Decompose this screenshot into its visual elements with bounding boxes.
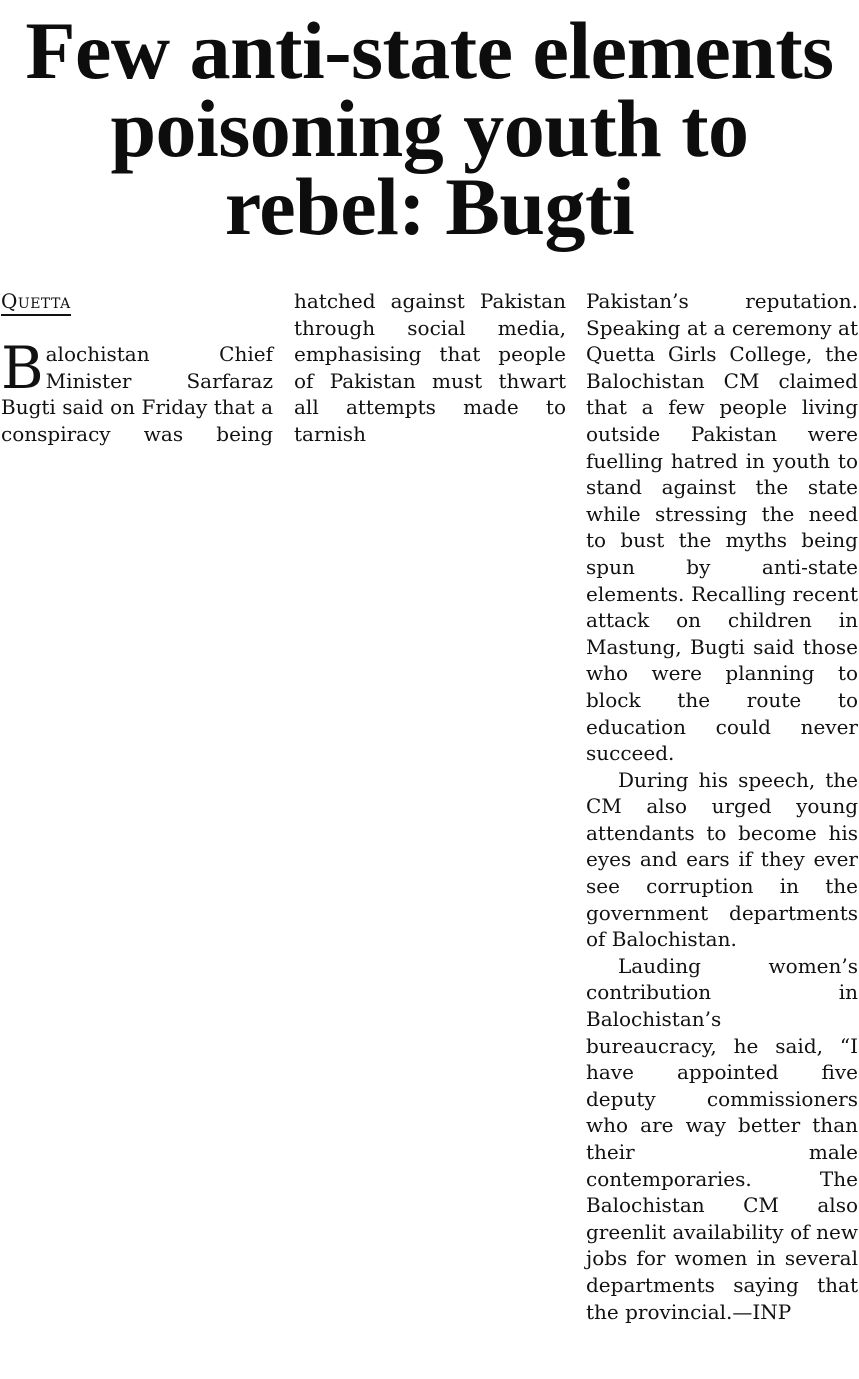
body-paragraph: Lauding women’s contribution in Balochistan’s bureaucracy, he said, “I have appointed five deputy commissioners who are way better than their male contemporaries. The Balochistan CM also greenlit availability of new jobs for women in several departments saying that the provincial.—INP <box>586 953 858 1324</box>
drop-cap: B <box>1 334 44 402</box>
lead-paragraph <box>1 334 273 447</box>
body-paragraph: Pakistan’s reputation. Speaking at a ceremony at Quetta Girls College, the Balochistan CM claimed that a few people living outside Pakistan were fuelling hatred in youth to stand against the state while stressing the need to bust the myths being spun by anti-state elements. Recalling recent attack on children in Mastung, Bugti said those who were planning to block the route to education could never succeed. <box>586 289 858 766</box>
body-paragraph: During his speech, the CM also urged young attendants to become his eyes and ears if they ever see corruption in the government departments of Balochistan. <box>586 767 858 952</box>
article-column-1 <box>1 288 273 447</box>
article-column-2 <box>294 288 566 448</box>
dateline: Quetta <box>1 289 71 316</box>
headline-line: rebel: Bugti <box>224 161 635 252</box>
body-text: alochistan Chief Minister Sarfaraz Bugti said on Friday that a conspiracy was being <box>1 342 273 446</box>
headline-line: Few anti-state elements <box>25 5 834 96</box>
headline-line: poisoning youth to <box>110 83 749 174</box>
headline <box>0 5 859 252</box>
body-paragraph: hatched against Pakistan through social media, emphasising that people of Pakistan must thwart all attempts made to tarnish <box>294 289 566 446</box>
article-column-3 <box>586 288 858 1325</box>
